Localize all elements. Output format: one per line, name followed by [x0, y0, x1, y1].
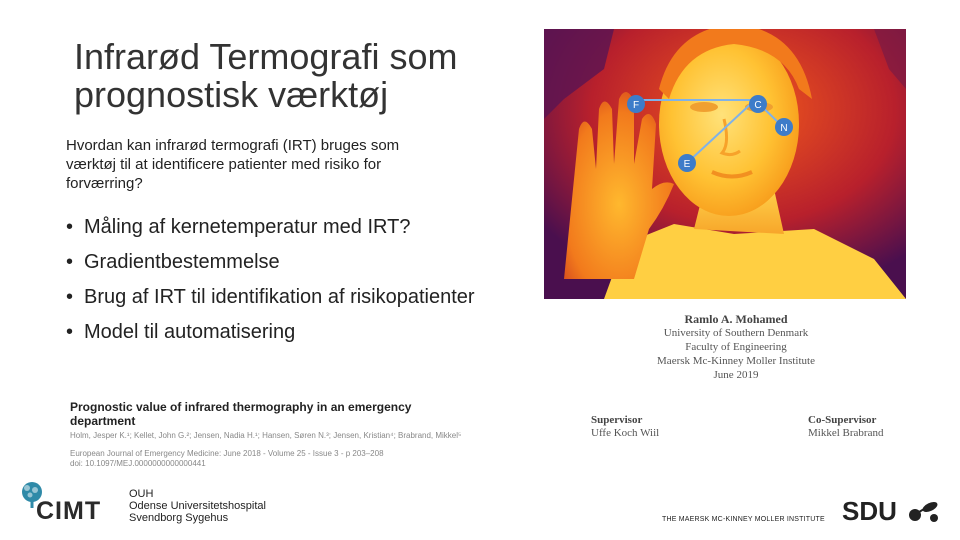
reference-journal: European Journal of Emergency Medicine: June 2018 - Volume 25 - Issue 3 - p 203–208: [70, 449, 384, 458]
ouh-line3: Svendborg Sygehus: [129, 512, 229, 524]
thesis-faculty: Faculty of Engineering: [685, 341, 787, 353]
supervisor-name: Uffe Koch Wiil: [591, 427, 660, 439]
node-label-n: N: [780, 123, 788, 134]
slide-title: Infrarød Termografi som prognostisk værktøj: [74, 36, 458, 115]
bullet-item: • Måling af kernetemperatur med IRT?: [66, 214, 486, 240]
ouh-logo: [129, 488, 266, 524]
supervisor-block: [591, 414, 659, 440]
bullet-list: [66, 214, 486, 354]
ouh-line1: OUH: [129, 488, 154, 500]
thermal-face-illustration: [544, 29, 906, 299]
cosupervisor-role: Co-Supervisor: [808, 414, 877, 426]
node-f: [627, 95, 645, 113]
reference-authors: Holm, Jesper K.¹; Kellet, John G.²; Jensen, Nadia H.¹; Hansen, Søren N.³; Jensen, Kristian⁴; Brabrand, Mikkel⁵: [70, 431, 462, 440]
bullet-item: • Gradientbestemmelse: [66, 249, 486, 275]
thermal-image: [544, 29, 906, 299]
node-label-f: F: [632, 100, 640, 111]
thesis-institute: Maersk Mc-Kinney Moller Institute: [657, 355, 815, 367]
cosupervisor-block: [808, 414, 883, 440]
ouh-line2: Odense Universitetshospital: [129, 500, 266, 512]
thesis-date: June 2019: [713, 369, 759, 381]
bullet-item: • Model til automatisering: [66, 319, 486, 345]
node-c: [749, 95, 767, 113]
sdu-logo: SDU: [842, 496, 897, 526]
intro-question: Hvordan kan infrarød termografi (IRT) bruges som værktøj til at identificere patienter med risiko for forværring?: [66, 137, 400, 192]
reference-doi: doi: 10.1097/MEJ.0000000000000441: [70, 459, 206, 468]
sdu-leaf-icon: [906, 498, 942, 528]
thesis-info: [616, 312, 856, 382]
institute-footer: THE MAERSK MC-KINNEY MOLLER INSTITUTE: [662, 516, 825, 523]
reference-citation: [70, 400, 470, 469]
bullet-item: • Brug af IRT til identifikation af risikopatienter: [66, 284, 486, 310]
node-n: [775, 118, 793, 136]
thesis-author: Ramlo A. Mohamed: [684, 312, 788, 326]
supervisor-role: Supervisor: [591, 414, 643, 426]
node-label-e: E: [683, 159, 691, 170]
cosupervisor-name: Mikkel Brabrand: [808, 427, 884, 439]
node-e: [678, 154, 696, 172]
reference-title: Prognostic value of infrared thermography in an emergency department: [70, 400, 412, 428]
thesis-university: University of Southern Denmark: [663, 327, 809, 339]
cimt-logo: CIMT: [36, 497, 102, 525]
node-label-c: C: [754, 100, 762, 111]
